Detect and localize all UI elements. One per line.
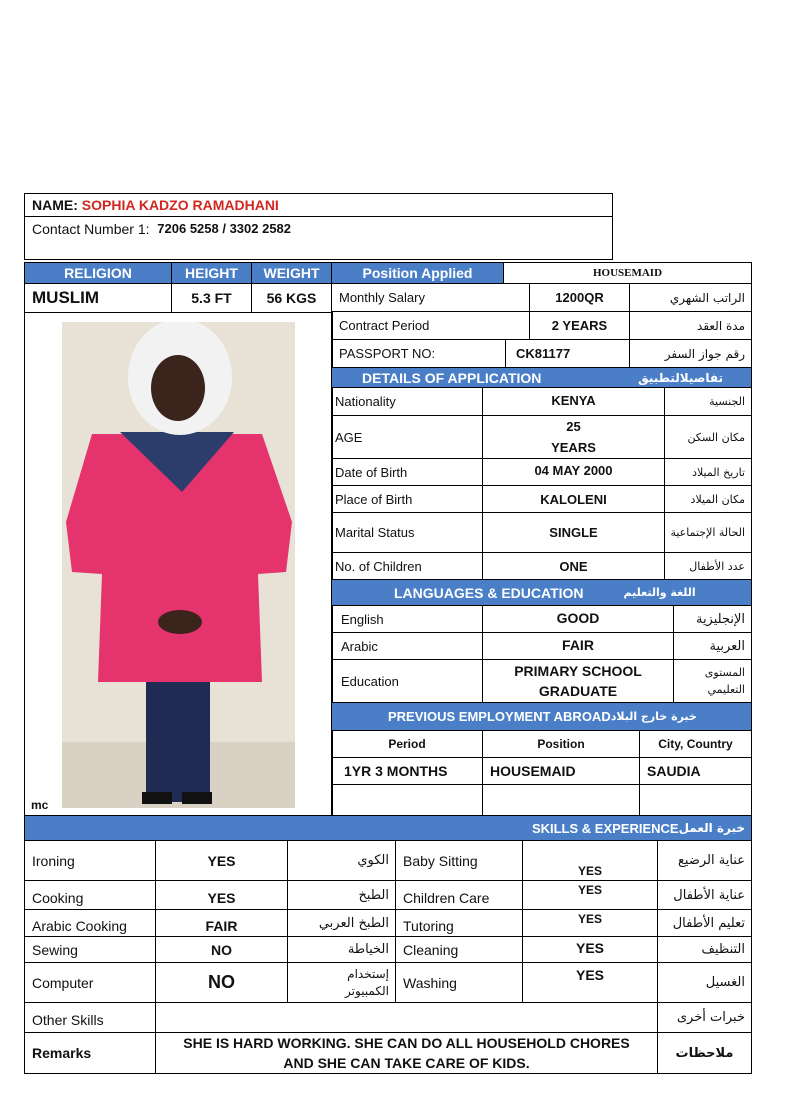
employment-title: PREVIOUS EMPLOYMENT ABROAD bbox=[388, 709, 611, 724]
skill-washing-ar: الغسيل bbox=[657, 962, 752, 1003]
nationality-label: Nationality bbox=[331, 387, 483, 416]
education-value: PRIMARY SCHOOL GRADUATE bbox=[482, 659, 674, 703]
languages-title-ar: اللغة والتعليم bbox=[623, 586, 696, 599]
skill-childcare-ar: عناية الأطفال bbox=[657, 880, 752, 910]
skill-sewing-ar: الخياطة bbox=[287, 936, 396, 963]
shoe-left bbox=[142, 792, 172, 804]
languages-header bbox=[331, 579, 752, 606]
languages-title: LANGUAGES & EDUCATION bbox=[394, 584, 584, 601]
details-title: DETAILS OF APPLICATION bbox=[362, 369, 542, 386]
skill-cleaning-value: YES bbox=[522, 936, 658, 963]
salary-label: Monthly Salary bbox=[331, 283, 530, 312]
face bbox=[151, 355, 205, 421]
dob-ar: تاريخ الميلاد bbox=[664, 458, 752, 486]
skill-arabic-cooking-value: FAIR bbox=[155, 909, 288, 937]
remarks-value: SHE IS HARD WORKING. SHE CAN DO ALL HOUSEHOLD CHORES AND SHE CAN TAKE CARE OF KIDS. bbox=[155, 1032, 658, 1074]
skill-cleaning-label: Cleaning bbox=[395, 936, 523, 963]
details-header bbox=[331, 367, 752, 388]
other-skills-label: Other Skills bbox=[24, 1002, 156, 1033]
details-title-ar: تفاصيلالتطبيق bbox=[638, 370, 723, 385]
arabic-value: FAIR bbox=[482, 632, 674, 660]
applicant-photo bbox=[62, 322, 295, 808]
height-header: HEIGHT bbox=[171, 262, 252, 284]
dob-value: 04 MAY 2000 bbox=[482, 458, 665, 486]
employment-position-header: Position bbox=[482, 730, 640, 758]
employment-city-value: SAUDIA bbox=[639, 757, 752, 785]
skill-cooking-ar: الطبخ bbox=[287, 880, 396, 910]
weight-value: 56 KGS bbox=[251, 283, 332, 313]
skill-babysitting-label: Baby Sitting bbox=[395, 840, 523, 881]
english-value: GOOD bbox=[482, 605, 674, 633]
contact-number: 7206 5258 / 3302 2582 bbox=[157, 221, 292, 236]
employment-period-value: 1YR 3 MONTHS bbox=[331, 757, 483, 785]
skill-tutoring-label: Tutoring bbox=[395, 909, 523, 937]
skill-cleaning-ar: التنظيف bbox=[657, 936, 752, 963]
english-ar: الإنجليزية bbox=[673, 605, 752, 633]
contact-row bbox=[24, 216, 613, 260]
shoe-right bbox=[182, 792, 212, 804]
salary-value: 1200QR bbox=[529, 283, 630, 312]
employment-empty-cell bbox=[482, 784, 640, 816]
contract-period-value: 2 YEARS bbox=[529, 311, 630, 340]
skill-computer-value: NO bbox=[155, 962, 288, 1003]
pob-value: KALOLENI bbox=[482, 485, 665, 513]
skill-ironing-value: YES bbox=[155, 840, 288, 881]
skill-ironing-label: Ironing bbox=[24, 840, 156, 881]
skill-childcare-label: Children Care bbox=[395, 880, 523, 910]
employment-city-header: City, Country bbox=[639, 730, 752, 758]
english-label: English bbox=[331, 605, 483, 633]
arabic-label: Arabic bbox=[331, 632, 483, 660]
position-applied-header: Position Applied bbox=[331, 262, 504, 284]
skill-arabic-cooking-ar: الطبخ العربي bbox=[287, 909, 396, 937]
skills-header bbox=[24, 815, 752, 841]
contract-period-ar: مدة العقد bbox=[629, 311, 752, 340]
religion-value: MUSLIM bbox=[24, 283, 172, 313]
skill-arabic-cooking-label: Arabic Cooking bbox=[24, 909, 156, 937]
skills-title: SKILLS & EXPERIENCE bbox=[531, 820, 679, 836]
marital-label: Marital Status bbox=[331, 512, 483, 553]
position-applied-value: HOUSEMAID bbox=[503, 262, 752, 284]
skill-computer-ar: إستخدام الكمبيوتر bbox=[287, 962, 396, 1003]
employment-empty-cell bbox=[331, 784, 483, 816]
dob-label: Date of Birth bbox=[331, 458, 483, 486]
employment-title-ar: خبرة خارج البلاد bbox=[610, 710, 697, 723]
other-skills-ar: خبرات أخرى bbox=[657, 1002, 752, 1033]
contact-label: Contact Number 1: bbox=[32, 221, 150, 237]
name-label: NAME: bbox=[32, 197, 78, 213]
skill-childcare-value: YES bbox=[522, 880, 658, 910]
education-ar: المستوى التعليمي bbox=[673, 659, 752, 703]
skill-cooking-value: YES bbox=[155, 880, 288, 910]
skill-cooking-label: Cooking bbox=[24, 880, 156, 910]
marital-value: SINGLE bbox=[482, 512, 665, 553]
skill-tutoring-value: YES bbox=[522, 909, 658, 937]
skill-babysitting-value: YES bbox=[522, 840, 658, 881]
other-skills-value bbox=[155, 1002, 658, 1033]
nationality-ar: الجنسية bbox=[664, 387, 752, 416]
passport-label: PASSPORT NO: bbox=[331, 339, 506, 368]
marital-ar: الحالة الإجتماعية bbox=[664, 512, 752, 553]
children-label: No. of Children bbox=[331, 552, 483, 580]
passport-ar: رقم جواز السفر bbox=[629, 339, 752, 368]
age-label: AGE bbox=[331, 415, 483, 459]
religion-header: RELIGION bbox=[24, 262, 172, 284]
employment-period-header: Period bbox=[331, 730, 483, 758]
photo-caption: mc bbox=[31, 798, 49, 812]
nationality-value: KENYA bbox=[482, 387, 665, 416]
passport-value: CK81177 bbox=[505, 339, 630, 368]
children-value: ONE bbox=[482, 552, 665, 580]
remarks-label: Remarks bbox=[24, 1032, 156, 1074]
children-ar: عدد الأطفال bbox=[664, 552, 752, 580]
education-label: Education bbox=[331, 659, 483, 703]
skill-washing-label: Washing bbox=[395, 962, 523, 1003]
arabic-ar: العربية bbox=[673, 632, 752, 660]
skill-sewing-value: NO bbox=[155, 936, 288, 963]
skill-tutoring-ar: تعليم الأطفال bbox=[657, 909, 752, 937]
skill-ironing-ar: الكوي bbox=[287, 840, 396, 881]
contract-period-label: Contract Period bbox=[331, 311, 530, 340]
navy-trousers bbox=[146, 682, 210, 802]
age-ar: مكان السكن bbox=[664, 415, 752, 459]
pob-label: Place of Birth bbox=[331, 485, 483, 513]
salary-ar: الراتب الشهري bbox=[629, 283, 752, 312]
skill-sewing-label: Sewing bbox=[24, 936, 156, 963]
height-value: 5.3 FT bbox=[171, 283, 252, 313]
skill-computer-label: Computer bbox=[24, 962, 156, 1003]
weight-header: WEIGHT bbox=[251, 262, 332, 284]
employment-header bbox=[331, 702, 752, 731]
name-row bbox=[24, 193, 613, 217]
skills-title-ar: خبرة العمل bbox=[678, 821, 745, 835]
applicant-name: SOPHIA KADZO RAMADHANI bbox=[81, 197, 279, 213]
age-value: 25 YEARS bbox=[482, 415, 665, 459]
pob-ar: مكان الميلاد bbox=[664, 485, 752, 513]
skill-washing-value: YES bbox=[522, 962, 658, 1003]
hands bbox=[158, 610, 202, 634]
employment-position-value: HOUSEMAID bbox=[482, 757, 640, 785]
employment-empty-cell bbox=[639, 784, 752, 816]
skill-babysitting-ar: عناية الرضيع bbox=[657, 840, 752, 881]
remarks-ar: ملاحظات bbox=[657, 1032, 752, 1074]
